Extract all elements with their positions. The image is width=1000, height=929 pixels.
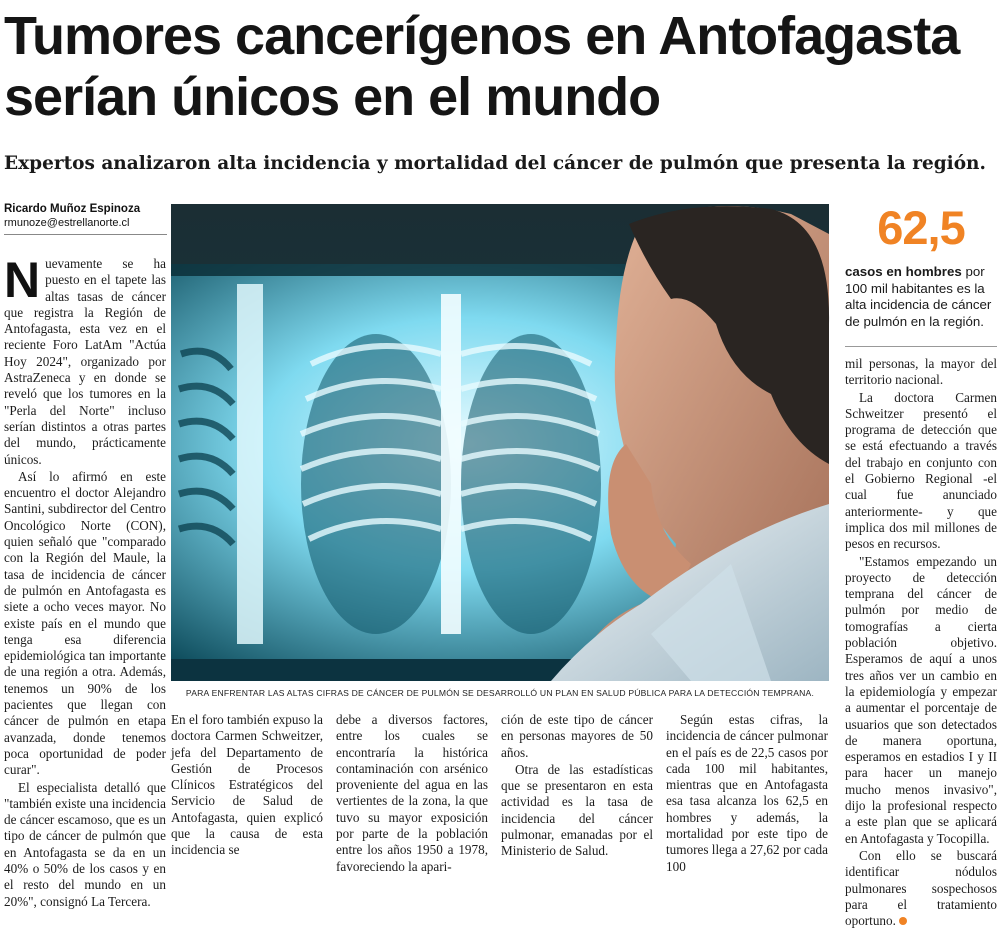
paragraph: La doctora Carmen Schweitzer presentó el programa de detección que se está efectuando a través del trabajo en conjunto con el Gobierno Regional -el cual fue anunciado anteriormente- y que implica dos mil millones de pesos en recursos. [845, 389, 997, 552]
stat-text-bold: casos en hombres [845, 264, 962, 279]
photo-caption: PARA ENFRENTAR LAS ALTAS CIFRAS DE CÁNCER DE PULMÓN SE DESARROLLÓ UN PLAN EN SALUD PÚBLICA PARA LA DETECCIÓN TEMPRANA. [185, 688, 815, 698]
author-name: Ricardo Muñoz Espinoza [4, 203, 141, 215]
paragraph-text: uevamente se ha puesto en el tapete las altas tasas de cáncer que registra la Región de Antofagasta, esta vez en el reciente Foro LatAm "Actúa Hoy 2024", organizado por AstraZeneca y en donde se reveló que los tumores en la "Perla del Norte" incluso serían distintos a otras partes del mundo, prácticamente únicos. [4, 256, 166, 467]
paragraph: Según estas cifras, la incidencia de cáncer pulmonar en el país es de 22,5 casos por cada 100 mil habitantes, mientras que en Antofagasta esa tasa alcanza los 62,5 en hombres y además, la mortalidad por este tipo de tumores llega a 27,62 por cada 100 [666, 712, 828, 874]
headline [4, 6, 994, 128]
stat-box [845, 200, 997, 330]
stat-description [845, 264, 997, 330]
headline-line-1: Tumores cancerígenos en Antofagasta [4, 6, 960, 66]
paragraph: Otra de las estadísticas que se presentaron en esta actividad es la tasa de incidencia del cáncer pulmonar, emanadas por el Ministerio de Salud. [501, 761, 653, 859]
paragraph: En el foro también expuso la doctora Carmen Schweitzer, jefa del Departamento de Gestión de Procesos Clínicos Estratégicos del Servicio de Salud de Antofagasta, quien explicó que la causa de esta incidencia se [171, 712, 323, 858]
headline-line-2: serían únicos en el mundo [4, 67, 661, 127]
body-column-1 [4, 252, 166, 909]
paragraph: ción de este tipo de cáncer en personas mayores de 50 años. [501, 712, 653, 760]
end-of-article-icon [899, 917, 907, 925]
paragraph: mil personas, la mayor del territorio nacional. [845, 356, 997, 388]
paragraph: "Estamos empezando un proyecto de detección temprana del cáncer de pulmón por medio de tomografías a cierta población objetivo. Esperamos de aquí a unos tres años ver un cambio en la epidemiología y empezar a aumentar el porcentaje de usuarios que son detectados de manera oportuna, esperamos en estadios I y II para hacer un manejo mucho menos invasivo", dijo la profesional respecto a este plan que se aplicará en Antofagasta y Tocopilla. [845, 553, 997, 846]
stat-text-rest: por 100 mil habitantes es la alta incidencia de cáncer de pulmón en la región. [845, 264, 992, 329]
article-photo [171, 204, 829, 681]
byline [4, 202, 167, 235]
paragraph-text: Con ello se buscará identificar nódulos pulmonares sospechosos para el tratamiento oportuno. [845, 847, 997, 929]
paragraph: Así lo afirmó en este encuentro el doctor Alejandro Santini, subdirector del Centro Oncológico Norte (CON), quien señaló que "comparado con la Región del Maule, la tasa de incidencia de cáncer de pulmón en Antofagasta es siete a ocho veces mayor. No existe país en el mundo que tenga esa diferencia epidemiológica tan importante de una región a otra. Además, tenemos un 90% de los pacientes que llegan con cáncer de pulmón en etapa avanzada, donde tenemos poca oportunidad de poder curar". [4, 468, 166, 778]
paragraph [4, 252, 166, 468]
paragraph: debe a diversos factores, entre los cuales se encontraría la histórica contaminación con arsénico proveniente del agua en las vertientes de la zona, la que tuvo su mayor exposición por parte de la población entre los años 1950 a 1978, favoreciendo la apari- [336, 712, 488, 874]
body-column-2 [171, 712, 323, 860]
body-column-4 [501, 712, 653, 860]
body-column-6 [845, 356, 997, 929]
stat-number: 62,5 [877, 201, 965, 254]
stat-divider [845, 346, 997, 347]
xray-photo-illustration [171, 204, 829, 681]
paragraph: El especialista detalló que "también existe una incidencia de cáncer escamoso, que es un tipo de cáncer de pulmón que en Antofagasta se da en un 40% o 50% de los casos y en el resto del mundo en un 20%", consignó La Tercera. [4, 779, 166, 909]
dropcap: N [4, 252, 41, 308]
author-email: rmunoze@estrellanorte.cl [4, 217, 130, 229]
subtitle: Expertos analizaron alta incidencia y mortalidad del cáncer de pulmón que presenta la región. [4, 153, 986, 174]
body-column-5 [666, 712, 828, 874]
body-column-3 [336, 712, 488, 874]
paragraph [845, 848, 997, 929]
